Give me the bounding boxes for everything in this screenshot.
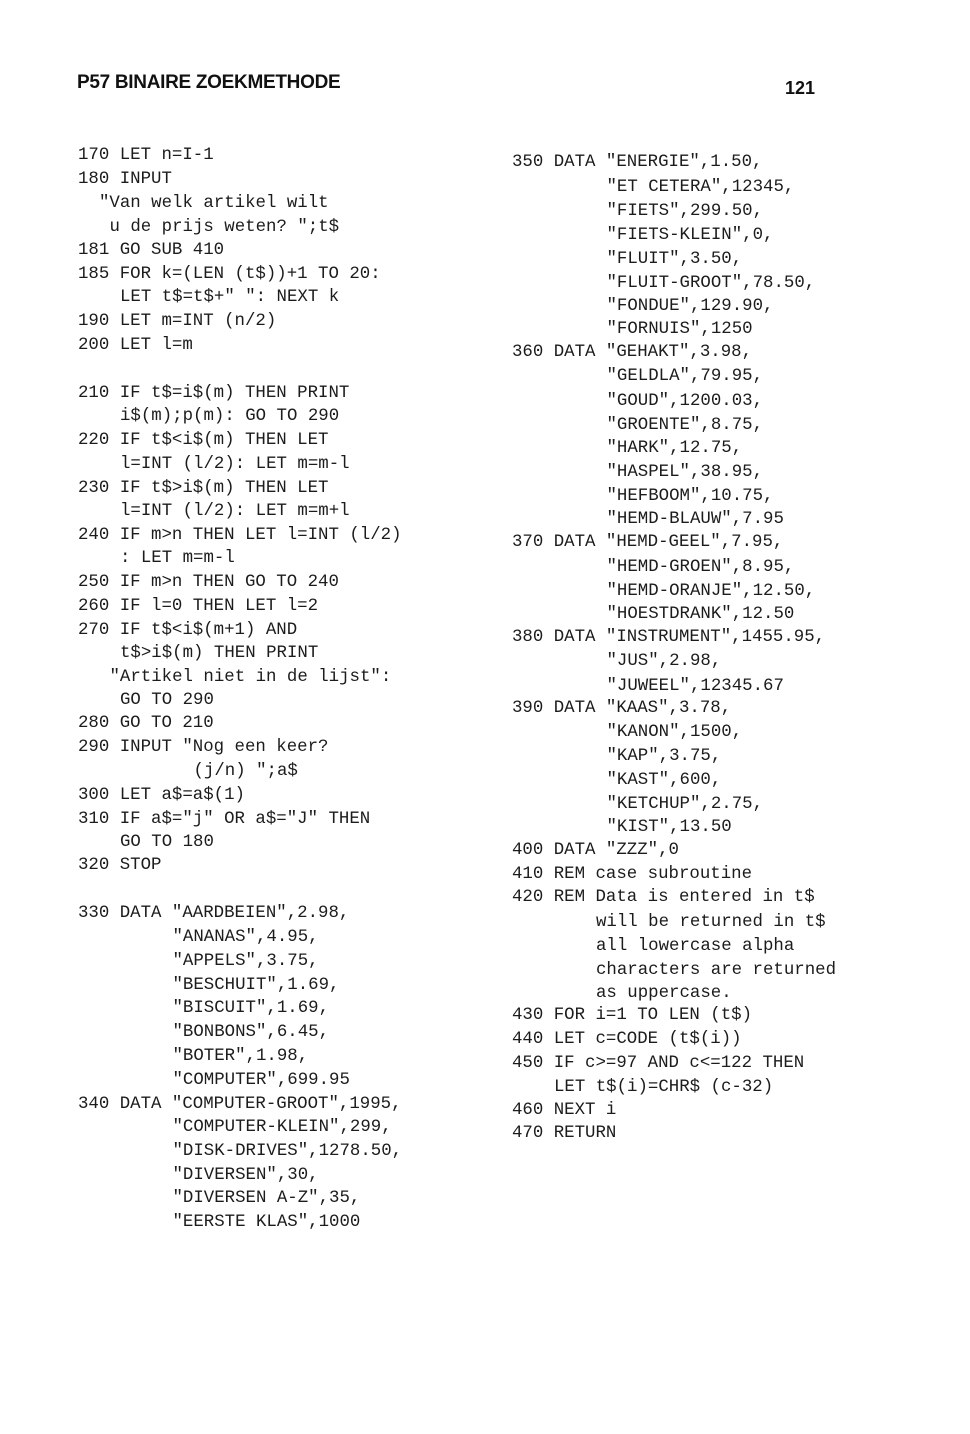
code-line: "FLUIT",3.50,	[606, 250, 743, 269]
code-line: i$(m);p(m): GO TO 290	[120, 407, 340, 426]
code-line: 360 DATA "GEHAKT",3.98,	[512, 343, 753, 362]
code-line: 350 DATA "ENERGIE",1.50,	[512, 153, 763, 172]
code-line: 240 IF m>n THEN LET l=INT (l/2)	[78, 526, 402, 545]
code-line: 370 DATA "HEMD-GEEL",7.95,	[512, 533, 784, 552]
code-line: "BOTER",1.98,	[172, 1047, 309, 1066]
code-line: 290 INPUT "Nog een keer?	[78, 738, 329, 757]
code-line: : LET m=m-l	[120, 549, 235, 568]
code-line: "EERSTE KLAS",1000	[172, 1213, 361, 1232]
code-line: "HASPEL",38.95,	[606, 463, 764, 482]
code-line: "BESCHUIT",1.69,	[172, 976, 340, 995]
code-line: 320 STOP	[78, 856, 162, 875]
code-line: 185 FOR k=(LEN (t$))+1 TO 20:	[78, 265, 381, 284]
code-line: "KANON",1500,	[606, 723, 743, 742]
code-line: "ANANAS",4.95,	[172, 928, 319, 947]
code-line: 460 NEXT i	[512, 1101, 617, 1120]
code-line: "HEMD-BLAUW",7.95	[606, 510, 784, 529]
code-line: 330 DATA "AARDBEIEN",2.98,	[78, 904, 350, 923]
code-line: all lowercase alpha	[596, 937, 795, 956]
code-line: GO TO 180	[120, 833, 214, 852]
code-line: GO TO 290	[120, 691, 214, 710]
code-line: "FLUIT-GROOT",78.50,	[606, 274, 816, 293]
code-line: 200 LET l=m	[78, 336, 193, 355]
code-line: "FORNUIS",1250	[606, 320, 753, 339]
page-title: P57 BINAIRE ZOEKMETHODE	[77, 72, 341, 93]
code-line: will be returned in t$	[596, 913, 826, 932]
code-line: "KIST",13.50	[606, 818, 732, 837]
code-line: "DIVERSEN A-Z",35,	[172, 1189, 361, 1208]
code-line: LET t$=t$+" ": NEXT k	[120, 288, 340, 307]
code-line: 180 INPUT	[78, 170, 172, 189]
code-line: 190 LET m=INT (n/2)	[78, 312, 277, 331]
code-line: "Van welk artikel wilt	[99, 194, 329, 213]
code-line: l=INT (l/2): LET m=m+l	[120, 502, 350, 521]
code-line: l=INT (l/2): LET m=m-l	[120, 455, 350, 474]
code-line: "COMPUTER-KLEIN",299,	[172, 1118, 392, 1137]
code-line: "DIVERSEN",30,	[172, 1166, 319, 1185]
code-line: "HEMD-GROEN",8.95,	[606, 558, 795, 577]
code-line: 450 IF c>=97 AND c<=122 THEN	[512, 1054, 805, 1073]
code-line: "GOUD",1200.03,	[606, 392, 764, 411]
code-line: 260 IF l=0 THEN LET l=2	[78, 597, 319, 616]
code-line: "COMPUTER",699.95	[172, 1071, 350, 1090]
code-line: LET t$(i)=CHR$ (c-32)	[554, 1078, 774, 1097]
code-line: u de prijs weten? ";t$	[109, 218, 340, 237]
code-line: 280 GO TO 210	[78, 714, 214, 733]
code-line: "HOESTDRANK",12.50	[606, 605, 795, 624]
code-line: "JUWEEL",12345.67	[606, 677, 784, 696]
code-line: "APPELS",3.75,	[172, 952, 319, 971]
code-line: 380 DATA "INSTRUMENT",1455.95,	[512, 628, 826, 647]
code-line: "JUS",2.98,	[606, 652, 722, 671]
code-line: 440 LET c=CODE (t$(i))	[512, 1030, 742, 1049]
code-line: 250 IF m>n THEN GO TO 240	[78, 573, 339, 592]
code-line: "KAST",600,	[606, 771, 722, 790]
code-line: 270 IF t$<i$(m+1) AND	[78, 621, 298, 640]
page-number: 121	[785, 78, 816, 98]
code-line: "FONDUE",129.90,	[606, 297, 774, 316]
code-line: characters are returned	[596, 961, 837, 980]
code-line: "GELDLA",79.95,	[606, 367, 764, 386]
code-line: as uppercase.	[596, 984, 732, 1003]
code-line: 181 GO SUB 410	[78, 241, 225, 260]
code-line: "KETCHUP",2.75,	[606, 795, 764, 814]
code-line: "HEFBOOM",10.75,	[606, 487, 774, 506]
code-line: "Artikel niet in de lijst":	[109, 668, 392, 687]
code-line: "BISCUIT",1.69,	[172, 999, 330, 1018]
code-line: "FIETS",299.50,	[606, 202, 764, 221]
code-line: 410 REM case subroutine	[512, 865, 753, 884]
code-line: "HEMD-ORANJE",12.50,	[606, 582, 816, 601]
code-line: "KAP",3.75,	[606, 747, 722, 766]
code-line: (j/n) ";a$	[193, 762, 298, 781]
code-line: 340 DATA "COMPUTER-GROOT",1995,	[78, 1095, 402, 1114]
code-line: 210 IF t$=i$(m) THEN PRINT	[78, 384, 350, 403]
code-line: t$>i$(m) THEN PRINT	[120, 644, 319, 663]
code-line: 310 IF a$="j" OR a$="J" THEN	[78, 810, 371, 829]
code-line: "HARK",12.75,	[606, 439, 743, 458]
code-line: "GROENTE",8.75,	[606, 416, 764, 435]
code-line: "ET CETERA",12345,	[606, 178, 795, 197]
code-line: 420 REM Data is entered in t$	[512, 888, 815, 907]
code-line: 400 DATA "ZZZ",0	[512, 841, 679, 860]
code-line: 220 IF t$<i$(m) THEN LET	[78, 431, 329, 450]
code-line: 230 IF t$>i$(m) THEN LET	[78, 479, 329, 498]
code-line: 300 LET a$=a$(1)	[78, 786, 245, 805]
code-line: 470 RETURN	[512, 1124, 617, 1143]
code-line: 170 LET n=I-1	[78, 146, 214, 165]
code-line: 390 DATA "KAAS",3.78,	[512, 699, 732, 718]
code-line: 430 FOR i=1 TO LEN (t$)	[512, 1006, 753, 1025]
code-line: "FIETS-KLEIN",0,	[606, 226, 774, 245]
code-line: "DISK-DRIVES",1278.50,	[172, 1142, 403, 1161]
code-line: "BONBONS",6.45,	[172, 1023, 330, 1042]
